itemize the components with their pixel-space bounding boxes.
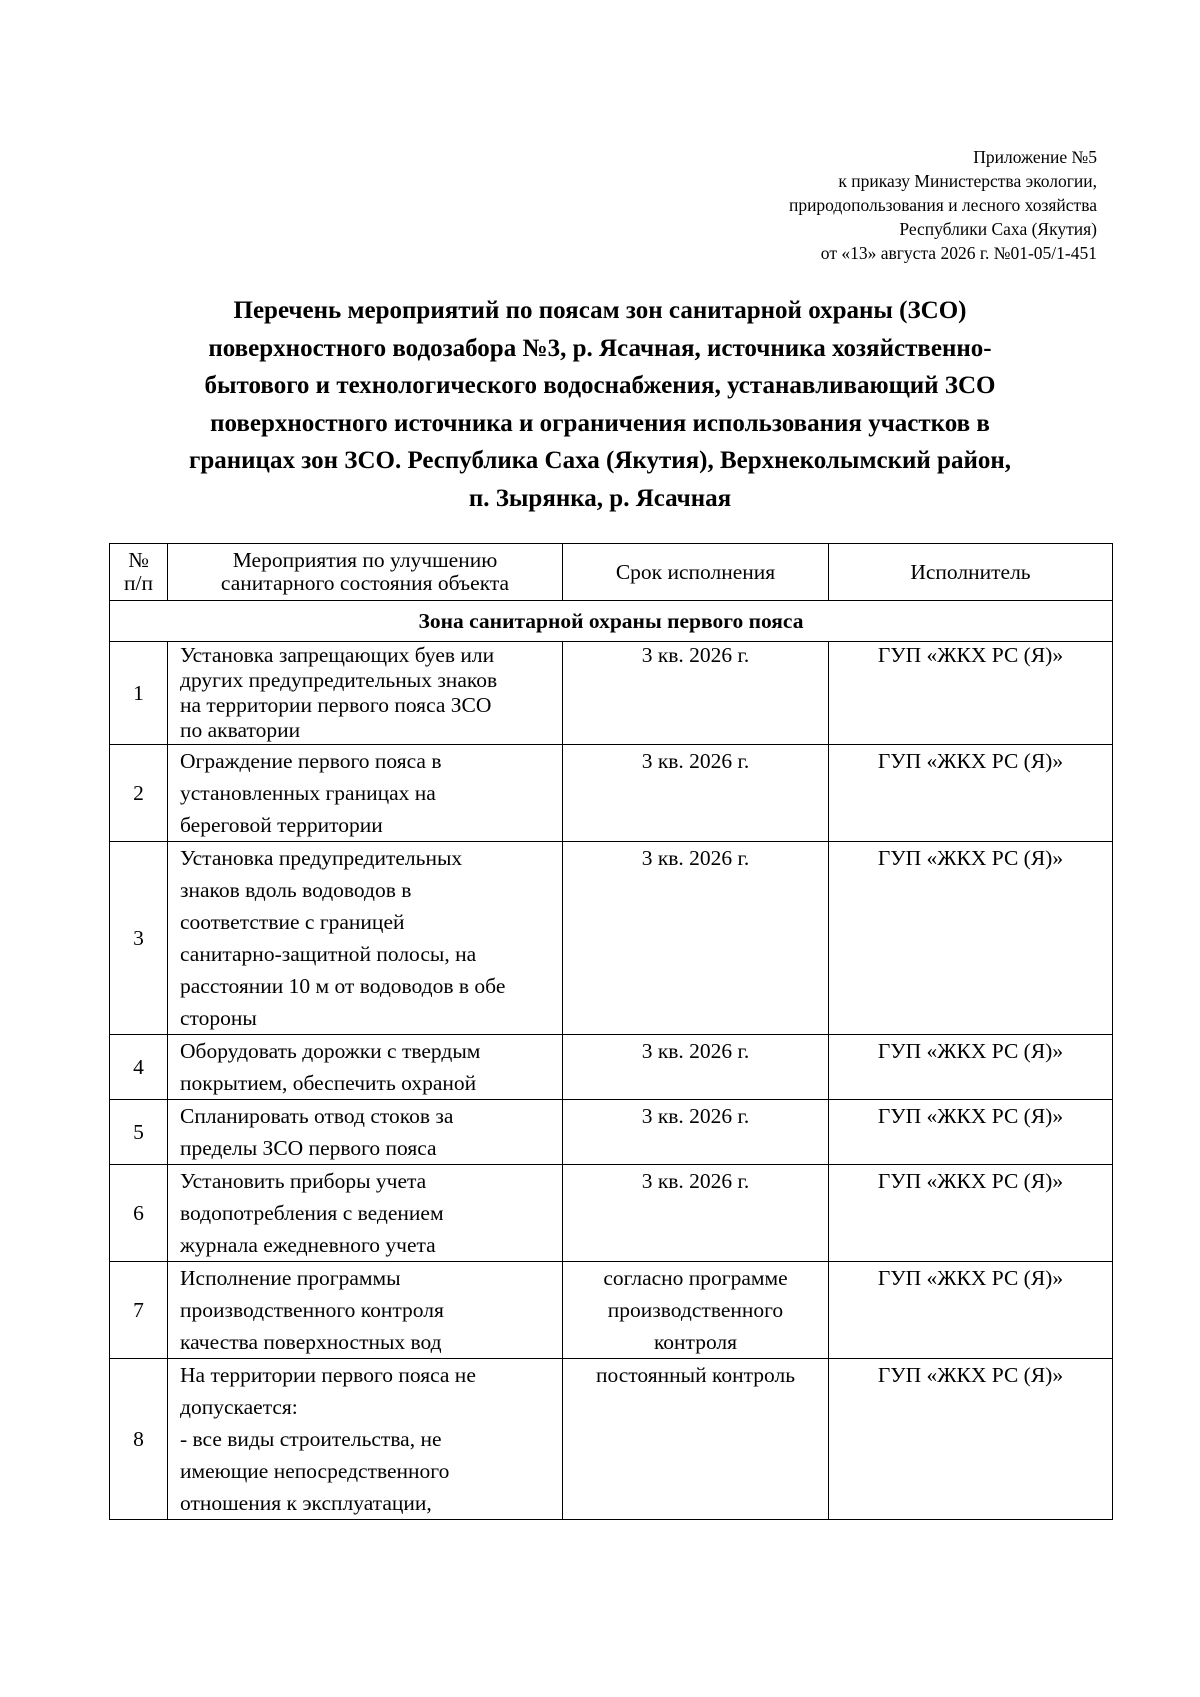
measure-description-line: установленных границах на [180,781,436,805]
table-header-row [110,544,1113,601]
table-row [110,745,1113,842]
measure-description-line: Исполнение программы [180,1266,401,1290]
measure-description-line: покрытием, обеспечить охраной [180,1071,477,1095]
term-line: контроля [653,1330,738,1354]
header-measure-line: санитарного состояния объекта [220,571,510,595]
term-line: 3 кв. 2026 г. [641,1169,750,1193]
header-num [110,544,168,601]
executor-cell: ГУП «ЖКХ РС (Я)» [829,1262,1113,1359]
executor-cell: ГУП «ЖКХ РС (Я)» [829,1100,1113,1165]
section-row [110,601,1113,642]
term-line: постоянный контроль [595,1363,796,1387]
measure-description-line: журнала ежедневного учета [180,1233,436,1257]
row-number: 2 [110,745,168,842]
table-row [110,1100,1113,1165]
term-line: 3 кв. 2026 г. [641,643,750,667]
table-row [110,1262,1113,1359]
measures-table [109,543,1113,1520]
row-number: 6 [110,1165,168,1262]
measure-description-line: имеющие непосредственного [180,1459,450,1483]
header-num-line: п/п [124,571,153,595]
measure-description-line: На территории первого пояса не [180,1363,476,1387]
measure-description-line: стороны [180,1006,257,1030]
header-measure-line: Мероприятия по улучшению [232,548,498,572]
measure-description [168,1100,563,1165]
executor-cell: ГУП «ЖКХ РС (Я)» [829,842,1113,1035]
annex-line: Республики Саха (Якутия) [899,219,1097,239]
measure-description-line: пределы ЗСО первого пояса [180,1136,437,1160]
measure-description-line: знаков вдоль водоводов в [180,878,412,902]
measure-description [168,842,563,1035]
term-cell [563,842,829,1035]
measure-description-line: Установка предупредительных [180,846,463,870]
document-title [100,292,1100,517]
measure-description-line: Ограждение первого пояса в [180,749,442,773]
row-number: 1 [110,642,168,745]
measure-description-line: Спланировать отвод стоков за [180,1104,454,1128]
title-line: бытового и технологического водоснабжения, устанавливающий ЗСО [204,372,996,399]
title-line: п. Зырянка, р. Ясачная [468,484,732,512]
measure-description-line: водопотребления с ведением [180,1201,444,1225]
measure-description-line: Установить приборы учета [180,1169,427,1193]
measure-description-line: расстоянии 10 м от водоводов в обе [180,974,506,998]
term-line: производственного [607,1298,784,1322]
executor-cell: ГУП «ЖКХ РС (Я)» [829,1035,1113,1100]
measure-description-line: санитарно-защитной полосы, на [180,942,477,966]
measure-description [168,642,563,745]
table-row [110,1359,1113,1520]
measure-description-line: других предупредительных знаков [180,668,498,692]
executor-cell: ГУП «ЖКХ РС (Я)» [829,1165,1113,1262]
row-number: 5 [110,1100,168,1165]
term-line: 3 кв. 2026 г. [641,749,750,773]
measure-description-line: отношения к эксплуатации, [180,1491,432,1515]
annex-line: от «13» августа 2026 г. №01-05/1-451 [820,243,1097,263]
table-row [110,1165,1113,1262]
row-number: 4 [110,1035,168,1100]
measure-description [168,1262,563,1359]
measure-description-line: Установка запрещающих буев или [180,643,495,667]
header-num-line: № [128,548,149,572]
measure-description-line: соответствие с границей [180,910,405,934]
measure-description-line: допускается: [180,1395,298,1419]
term-cell [563,1165,829,1262]
row-number: 3 [110,842,168,1035]
row-number: 8 [110,1359,168,1520]
executor-cell: ГУП «ЖКХ РС (Я)» [829,745,1113,842]
term-cell [563,1262,829,1359]
title-line: Перечень мероприятий по поясам зон санитарной охраны (ЗСО) [233,297,967,324]
annex-line: к приказу Министерства экологии, [838,171,1097,191]
term-cell [563,1359,829,1520]
table-row [110,1035,1113,1100]
header-term: Срок исполнения [563,544,829,601]
title-line: поверхностного источника и ограничения использования участков в [210,409,990,437]
annex-line: природопользования и лесного хозяйства [788,195,1097,215]
table-row [110,642,1113,745]
term-line: согласно программе [603,1266,788,1290]
measure-description [168,1165,563,1262]
term-cell [563,1100,829,1165]
executor-cell: ГУП «ЖКХ РС (Я)» [829,1359,1113,1520]
measure-description-line: - все виды строительства, не [180,1427,442,1451]
measure-description-line: производственного контроля [180,1298,444,1322]
measure-description [168,745,563,842]
measure-description [168,1035,563,1100]
measure-description [168,1359,563,1520]
annex-block [789,145,1097,265]
measure-description-line: качества поверхностных вод [180,1330,442,1354]
term-cell [563,642,829,745]
measure-description-line: Оборудовать дорожки с твердым [180,1039,481,1063]
term-cell [563,745,829,842]
table-row [110,842,1113,1035]
annex-line: Приложение №5 [973,147,1097,167]
executor-cell: ГУП «ЖКХ РС (Я)» [829,642,1113,745]
title-line: границах зон ЗСО. Республика Саха (Якутия), Верхнеколымский район, [188,447,1012,474]
section-title: Зона санитарной охраны первого пояса [110,601,1113,642]
measure-description-line: на территории первого пояса ЗСО [180,693,492,717]
term-cell [563,1035,829,1100]
measure-description-line: береговой территории [180,813,383,837]
title-line: поверхностного водозабора №3, р. Ясачная, источника хозяйственно- [208,334,992,362]
term-line: 3 кв. 2026 г. [641,1104,750,1128]
header-measure [168,544,563,601]
row-number: 7 [110,1262,168,1359]
measure-description-line: по акватории [180,718,301,742]
term-line: 3 кв. 2026 г. [641,1039,750,1063]
header-executor: Исполнитель [829,544,1113,601]
term-line: 3 кв. 2026 г. [641,846,750,870]
